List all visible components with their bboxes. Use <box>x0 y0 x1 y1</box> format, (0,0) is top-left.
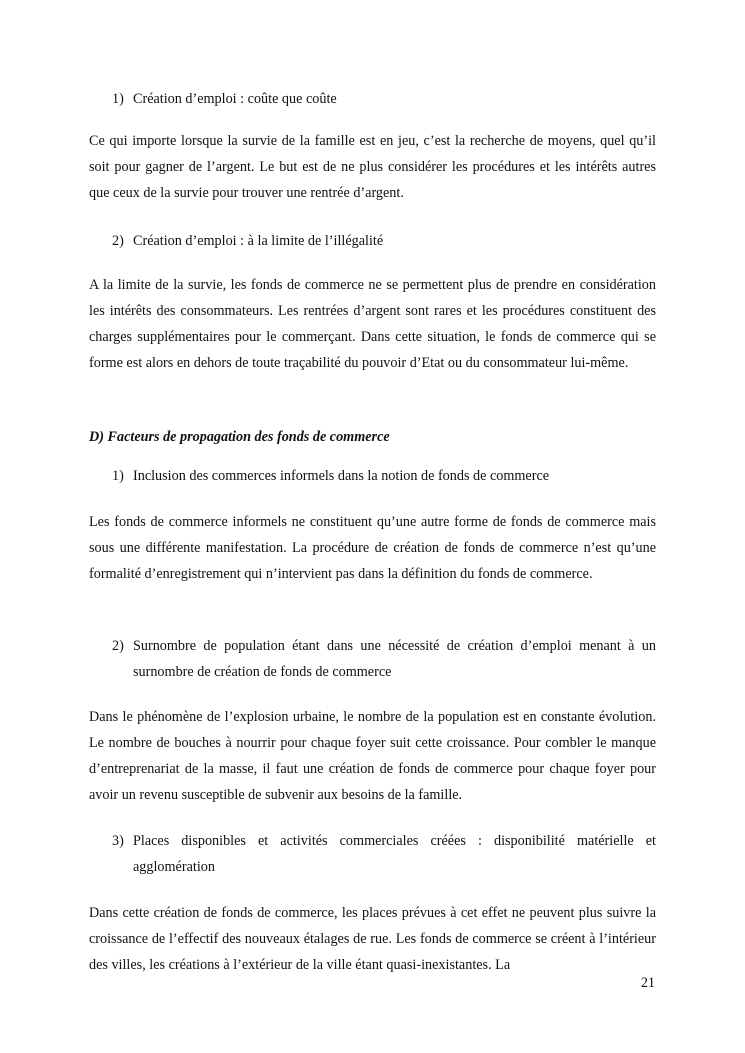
list-text: Création d’emploi : à la limite de l’illégalité <box>133 233 384 249</box>
section-heading: D) Facteurs de propagation des fonds de commerce <box>89 429 390 445</box>
list-number: 2) <box>112 233 124 249</box>
list-number: 2) <box>112 638 124 654</box>
paragraph: Les fonds de commerce informels ne constituent qu’une autre forme de fonds de commerce mais sous une différente manifestation. La procédure de création de fonds de commerce n’est qu’une formalité d’enregistrement qui n’intervient pas dans la définition du fonds de commerce. <box>89 514 656 582</box>
list-text: Surnombre de population étant dans une nécessité de création d’emploi menant à un surnombre de création de fonds de commerce <box>133 638 656 680</box>
paragraph: Ce qui importe lorsque la survie de la famille est en jeu, c’est la recherche de moyens, quel qu’il soit pour gagner de l’argent. Le but est de ne plus considérer les procédures et les intérêts autres que ceux de la survie pour trouver une rentrée d’argent. <box>89 133 656 201</box>
list-text: Création d’emploi : coûte que coûte <box>133 91 337 107</box>
paragraph: Dans le phénomène de l’explosion urbaine, le nombre de la population est en constante évolution. Le nombre de bouches à nourrir pour chaque foyer suit cette croissance. Pour combler le manque d’entreprenariat de la masse, il faut une création de fonds de commerce pour chaque foyer pour avoir un revenu susceptible de subvenir aux besoins de la famille. <box>89 709 656 803</box>
list-item <box>112 228 656 254</box>
paragraph: A la limite de la survie, les fonds de commerce ne se permettent plus de prendre en considération les intérêts des consommateurs. Les rentrées d’argent sont rares et les procédures constituent des charges supplémentaires pour le commerçant. Dans cette situation, le fonds de commerce qui se forme est alors en dehors de toute traçabilité du pouvoir d’Etat ou du consommateur lui-même. <box>89 277 656 371</box>
list-item <box>112 633 656 685</box>
list-number: 1) <box>112 91 124 107</box>
list-text: Places disponibles et activités commerciales créées : disponibilité matérielle et agglomération <box>133 833 656 875</box>
page-number: 21 <box>640 975 655 991</box>
list-item <box>112 828 656 880</box>
paragraph: Dans cette création de fonds de commerce, les places prévues à cet effet ne peuvent plus suivre la croissance de l’effectif des nouveaux étalages de rue. Les fonds de commerce se créent à l’intérieur des villes, les créations à l’extérieur de la ville étant quasi-inexistantes. La <box>89 905 656 973</box>
list-text: Inclusion des commerces informels dans la notion de fonds de commerce <box>133 468 550 484</box>
list-item <box>112 86 656 112</box>
list-number: 1) <box>112 468 124 484</box>
list-number: 3) <box>112 833 124 849</box>
list-item <box>112 463 656 489</box>
